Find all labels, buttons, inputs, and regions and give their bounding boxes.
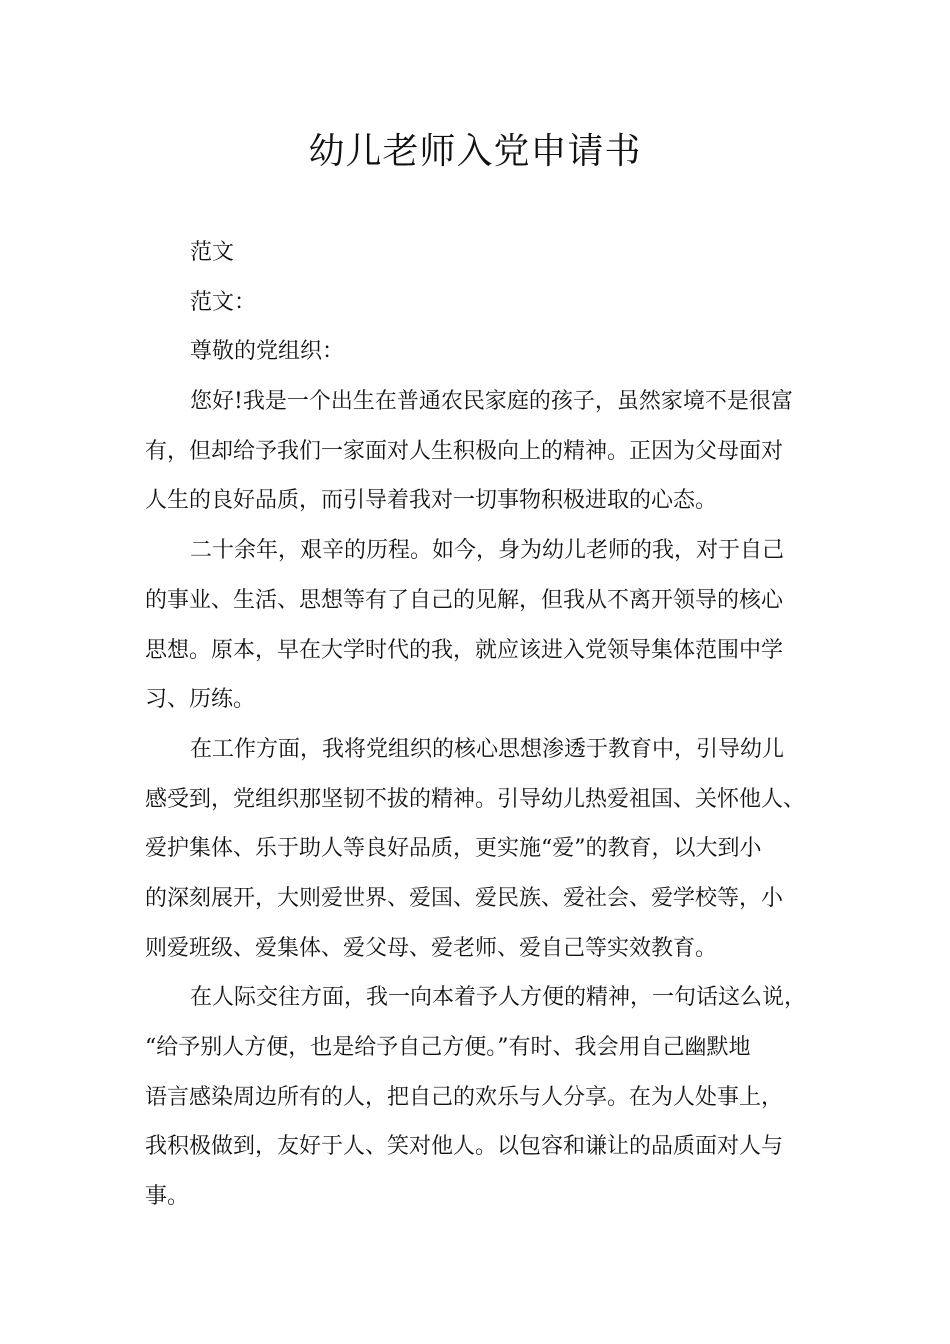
paragraph-line: 则爱班级、爱集体、爱父母、爱老师、爱自己等实效教育。 bbox=[145, 935, 718, 961]
paragraph-line: 范文： bbox=[190, 289, 257, 315]
paragraph-line: 思想。原本，早在大学时代的我，就应该进入党领导集体范围中学 bbox=[145, 637, 784, 663]
document-title: 幼儿老师入党申请书 bbox=[308, 131, 642, 172]
paragraph-line: 尊敬的党组织： bbox=[190, 339, 345, 365]
paragraph-line: 在人际交往方面，我一向本着予人方便的精神，一句话这么说， bbox=[190, 985, 807, 1011]
paragraph bbox=[145, 228, 825, 278]
paragraph-line: 习、历练。 bbox=[145, 687, 256, 713]
paragraph-line: 感受到，党组织那坚韧不拔的精神。引导幼儿热爱祖国、关怀他人、 bbox=[145, 786, 806, 812]
paragraph-line: 语言感染周边所有的人，把自己的欢乐与人分享。在为人处事上， bbox=[145, 1084, 784, 1110]
paragraph-line: 事。 bbox=[145, 1184, 190, 1210]
document-body bbox=[145, 228, 825, 1222]
paragraph-line: “给予别人方便，也是给予自己方便。”有时、我会用自己幽默地 bbox=[145, 1035, 751, 1060]
paragraph-line: 的深刻展开，大则爱世界、爱国、爱民族、爱社会、爱学校等，小 bbox=[145, 885, 784, 911]
paragraph-line: 在工作方面，我将党组织的核心思想渗透于教育中，引导幼儿 bbox=[190, 736, 785, 762]
paragraph-line: 范文 bbox=[190, 240, 235, 265]
paragraph-line: 有，但却给予我们一家面对人生积极向上的精神。正因为父母面对 bbox=[145, 438, 784, 464]
paragraph bbox=[145, 278, 825, 328]
paragraph bbox=[145, 973, 825, 1221]
paragraph-line: 您好!我是一个出生在普通农民家庭的孩子，虽然家境不是很富 bbox=[190, 389, 793, 415]
paragraph-line: 爱护集体、乐于助人等良好品质，更实施“爱”的教育，以大到小 bbox=[145, 836, 762, 862]
paragraph-line: 人生的良好品质，而引导着我对一切事物积极进取的心态。 bbox=[145, 488, 718, 514]
paragraph-line: 二十余年，艰辛的历程。如今，身为幼儿老师的我，对于自己 bbox=[190, 538, 785, 564]
paragraph-line: 我积极做到，友好于人、笑对他人。以包容和谦让的品质面对人与 bbox=[145, 1134, 784, 1160]
paragraph bbox=[145, 526, 825, 725]
paragraph-line: 的事业、生活、思想等有了自己的见解，但我从不离开领导的核心 bbox=[145, 587, 784, 613]
paragraph bbox=[145, 725, 825, 973]
paragraph bbox=[145, 327, 825, 377]
paragraph bbox=[145, 377, 825, 526]
